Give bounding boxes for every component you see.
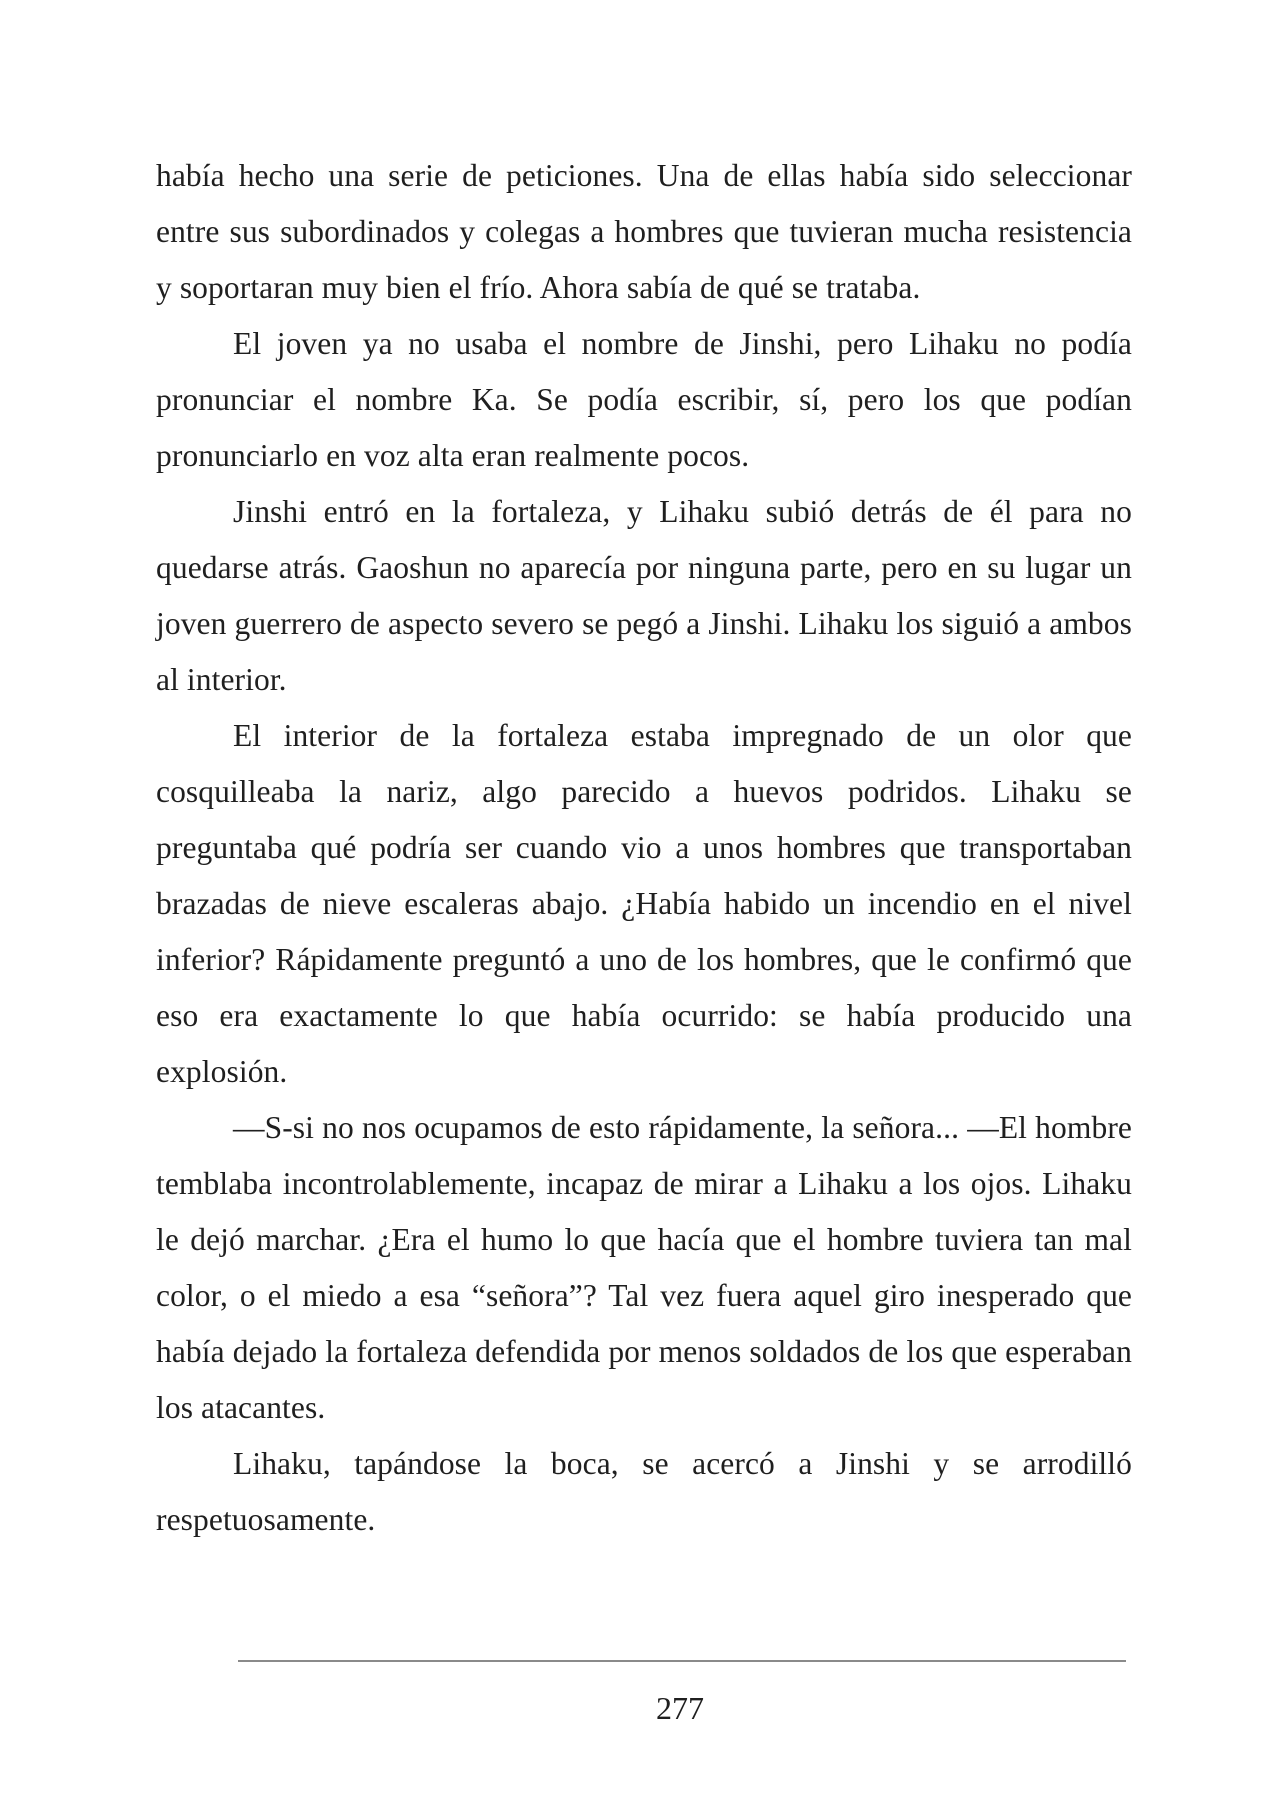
paragraph: —S-si no nos ocupamos de esto rápidamente, la señora... —El hombre temblaba incontrolablemente, incapaz de mirar a Lihaku a los ojos. Lihaku le dejó marchar. ¿Era el humo lo que hacía que el hombre tuviera tan mal color, o el miedo a esa “señora”? Tal vez fuera aquel giro inesperado que había dejado la fortaleza defendida por menos soldados de los que esperaban los atacantes. xyxy=(156,1110,1132,1425)
paragraph: El interior de la fortaleza estaba impregnado de un olor que cosquilleaba la nariz, algo parecido a huevos podridos. Lihaku se preguntaba qué podría ser cuando vio a unos hombres que transportaban brazadas de nieve escaleras abajo. ¿Había habido un incendio en el nivel inferior? Rápidamente preguntó a uno de los hombres, que le confirmó que eso era exactamente lo que había ocurrido: se había producido una explosión. xyxy=(156,718,1132,1089)
footer-divider xyxy=(238,1660,1126,1662)
paragraph-continued: había hecho una serie de peticiones. Una de ellas había sido seleccionar entre sus subordinados y colegas a hombres que tuvieran mucha resistencia y soportaran muy bien el frío. Ahora sabía de qué se trataba. xyxy=(156,158,1132,305)
paragraph: Jinshi entró en la fortaleza, y Lihaku subió detrás de él para no quedarse atrás. Gaoshun no aparecía por ninguna parte, pero en su lugar un joven guerrero de aspecto severo se pegó a Jinshi. Lihaku los siguió a ambos al interior. xyxy=(156,494,1132,697)
page-number: 277 xyxy=(656,1690,704,1726)
paragraph: Lihaku, tapándose la boca, se acercó a Jinshi y se arrodilló respetuosamente. xyxy=(156,1446,1132,1537)
body-text xyxy=(156,148,1132,1548)
paragraph: El joven ya no usaba el nombre de Jinshi, pero Lihaku no podía pronunciar el nombre Ka. Se podía escribir, sí, pero los que podían pronunciarlo en voz alta eran realmente pocos. xyxy=(156,326,1132,473)
